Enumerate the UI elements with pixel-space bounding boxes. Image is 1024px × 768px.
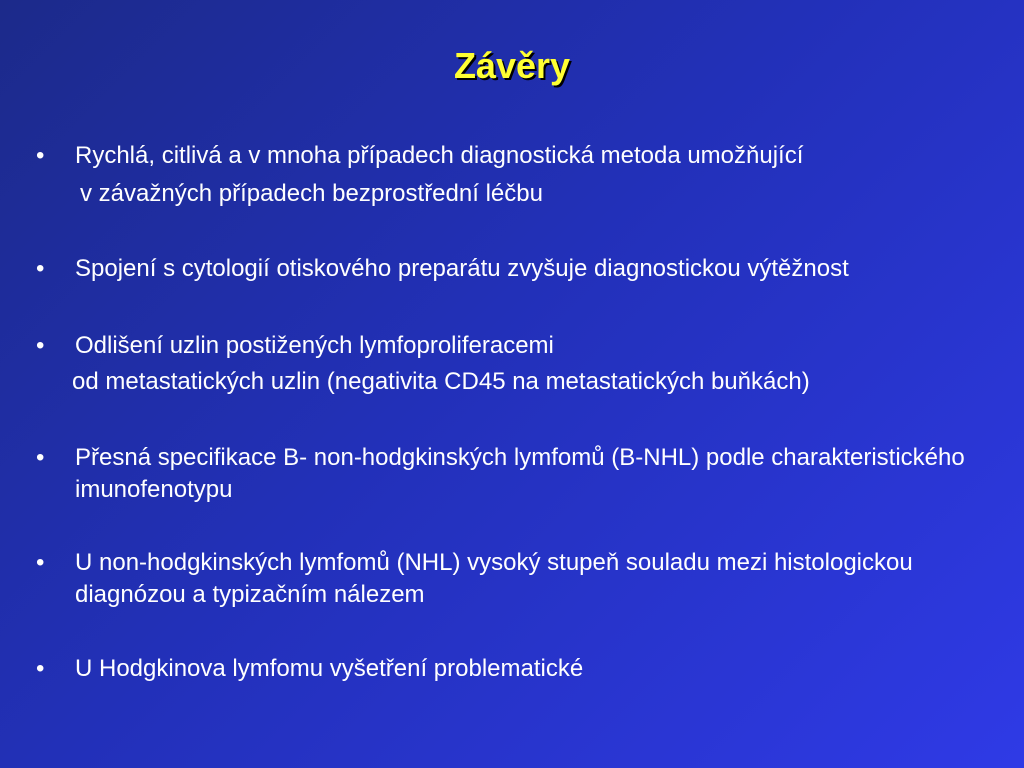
bullet-text: Spojení s cytologií otiskového preparátu zvyšuje diagnostickou výtěžnost (75, 255, 849, 282)
bullet-text: U Hodgkinova lymfomu vyšetření problematické (75, 655, 584, 682)
bullet-item (36, 547, 1016, 611)
bullet-dot: • (36, 444, 45, 471)
bullet-item (36, 442, 1016, 506)
bullet-item (36, 653, 1016, 685)
bullet-dot: • (36, 549, 45, 576)
bullet-item (36, 253, 1016, 285)
bullet-dot: • (36, 655, 45, 682)
bullet-text: Rychlá, citlivá a v mnoha případech diagnostická metoda umožňující (75, 142, 804, 169)
bullet-dot: • (36, 142, 45, 169)
bullet-continuation: od metastatických uzlin (negativita CD45 na metastatických buňkách) (72, 368, 810, 395)
bullet-text: Odlišení uzlin postižených lymfoproliferacemi (75, 332, 554, 359)
bullet-text: U non-hodgkinských lymfomů (NHL) vysoký stupeň souladu mezi histologickou diagnózou a typizačním nálezem (75, 549, 913, 608)
bullet-text: Přesná specifikace B- non-hodgkinských lymfomů (B-NHL) podle charakteristického imunofenotypu (75, 444, 965, 503)
bullet-continuation: v závažných případech bezprostřední léčbu (80, 180, 543, 207)
bullet-dot: • (36, 332, 45, 359)
bullet-item (36, 330, 1016, 362)
slide-title: Závěry (453, 45, 571, 86)
bullet-item (36, 140, 1016, 172)
bullet-dot: • (36, 255, 45, 282)
